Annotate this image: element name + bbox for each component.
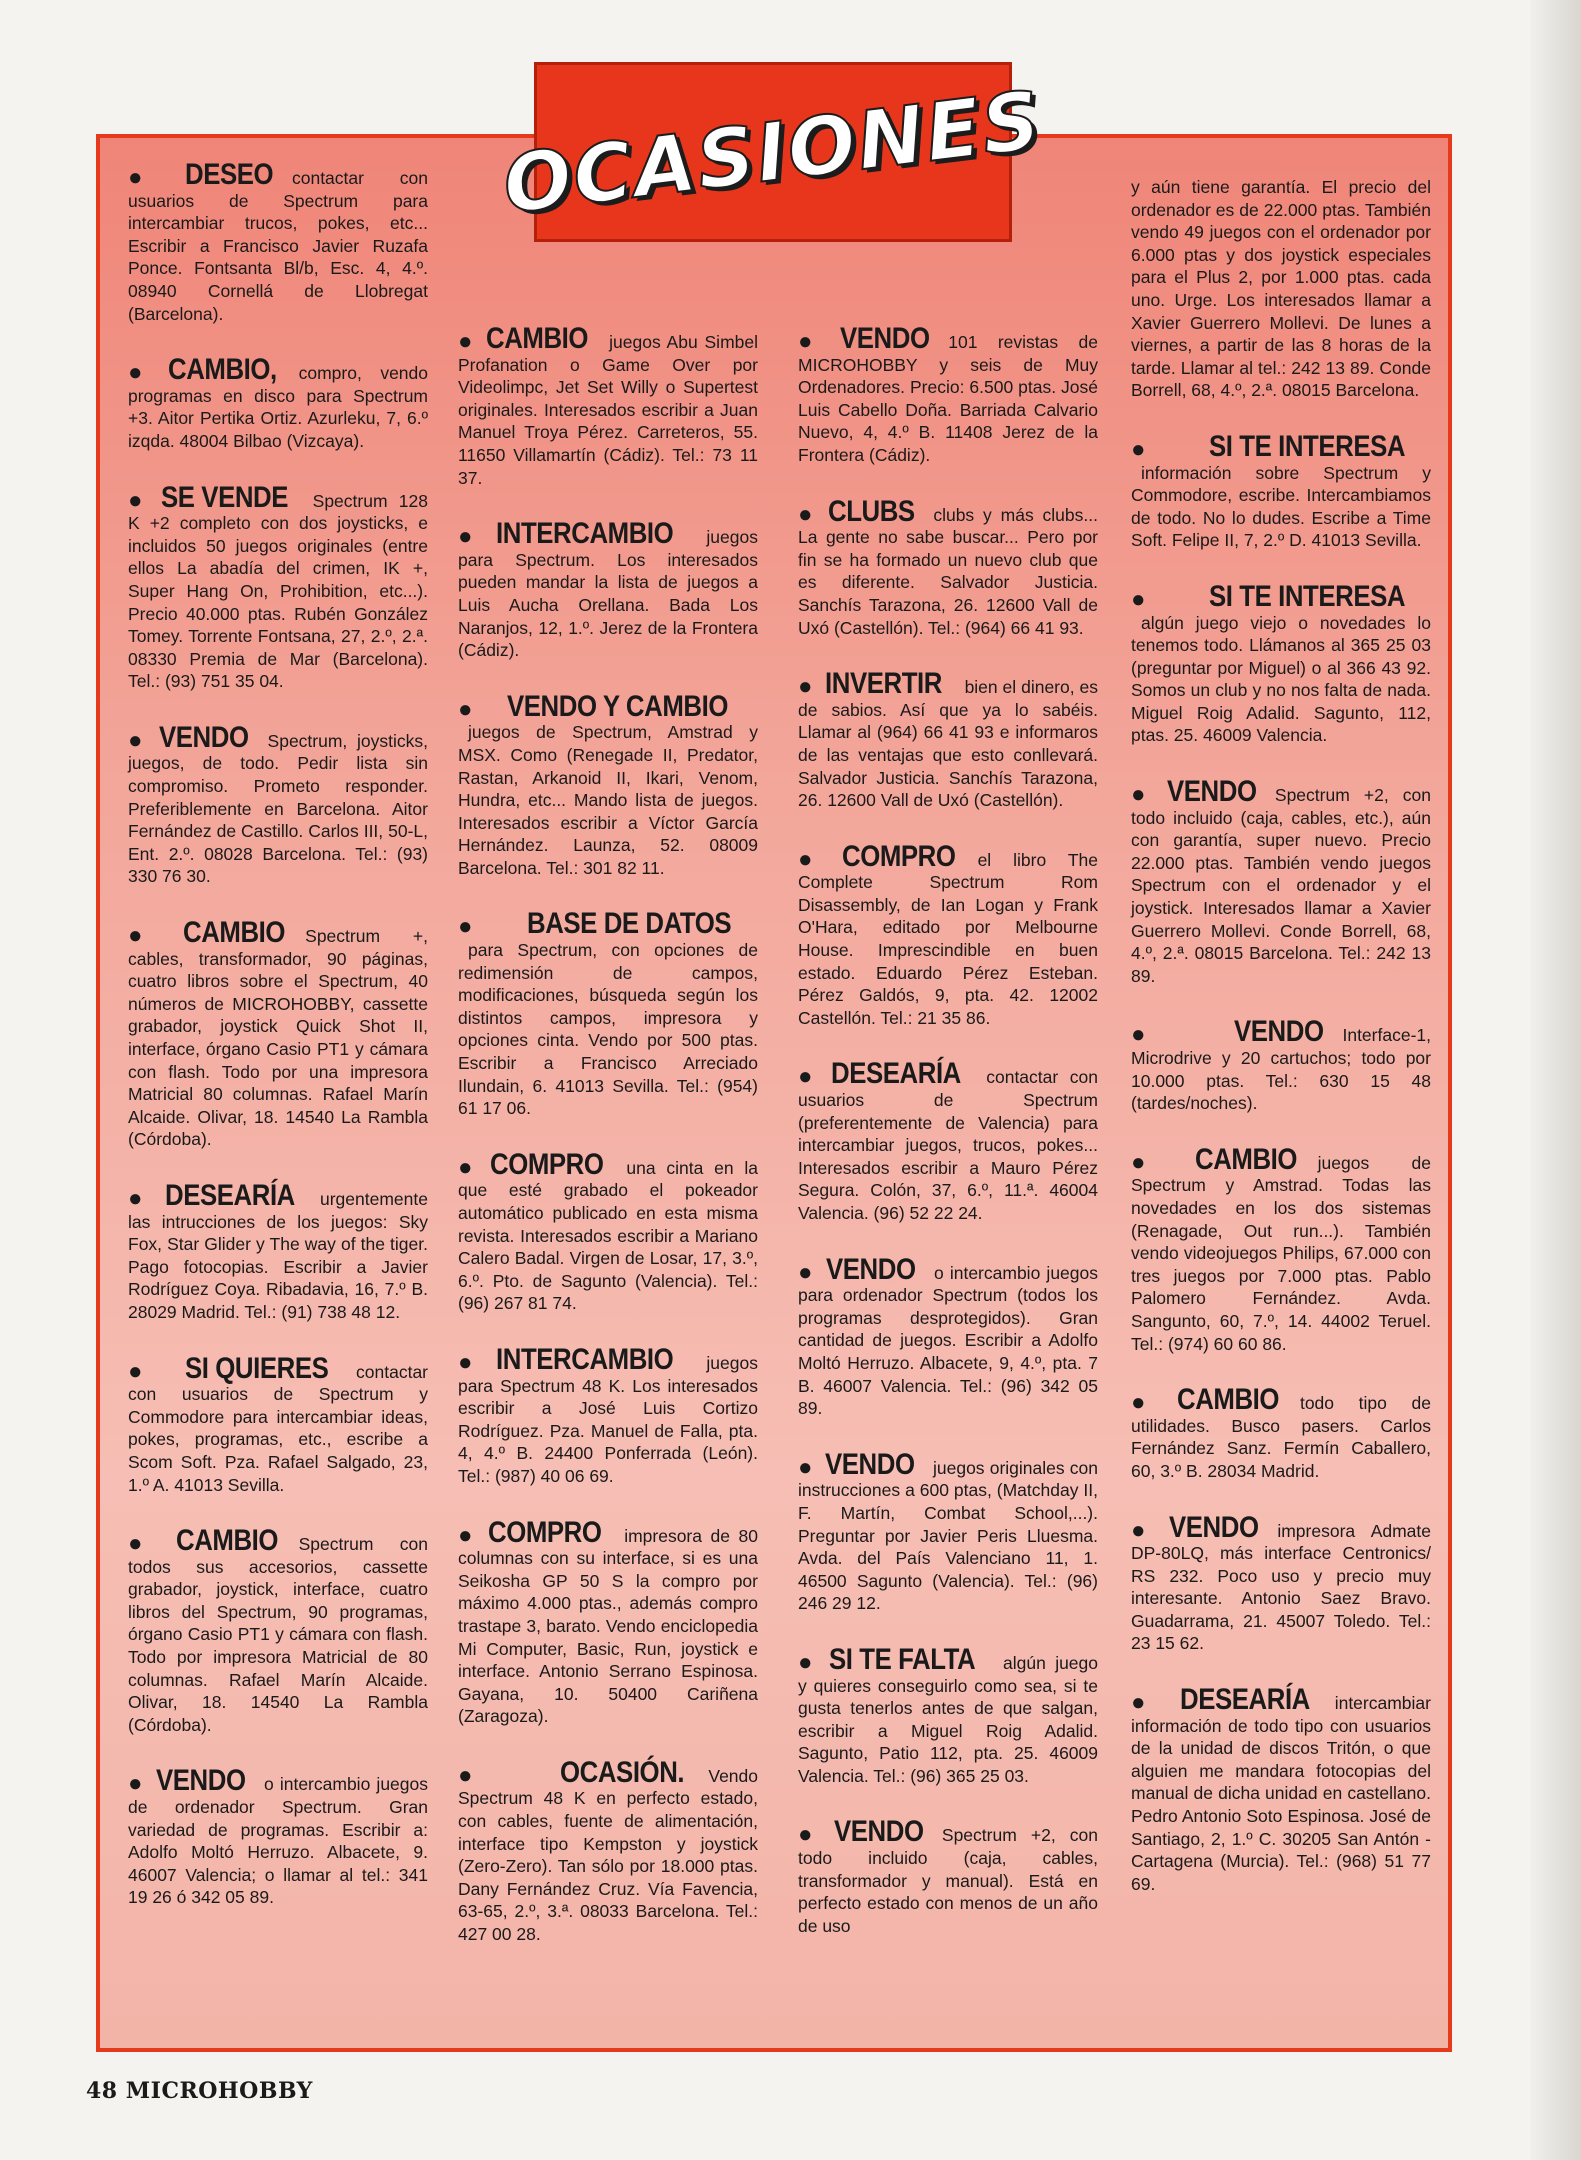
ad-keyword: DESEARÍA [1179, 1683, 1310, 1717]
ad-text: juegos Abu Simbel Profanation o Game Over por Videolimpc, Jet Set Willy o Supertest originales. Interesados escribir a Juan Manuel Troya Pérez. Carreteros, 55. 11650 Villamartín (Cádiz). Tel.: 73 11 37. [458, 332, 758, 488]
classified-ad [1131, 429, 1431, 552]
section-title: OCASIONES [498, 72, 1048, 232]
bullet-icon: ● [798, 500, 817, 528]
classified-ad [798, 1642, 1099, 1788]
ad-keyword: COMPRO [490, 1147, 604, 1181]
ad-keyword: INVERTIR [824, 667, 942, 701]
ad-keyword: SE VENDE [160, 480, 288, 514]
bullet-icon: ● [128, 922, 171, 950]
page-edge-shadow [1530, 0, 1581, 2160]
classified-ad [128, 1351, 428, 1497]
classified-ad [458, 322, 758, 489]
classified-ad [1131, 775, 1431, 987]
classified-ad [798, 494, 1098, 640]
ad-text: algún juego y quieres conseguirlo como sea, si te gusta tenerlos antes de que salgan, escribir a Miguel Roig Adalid. Sagunto, Patio 112, pta. 25. 46009 Valencia. Tel.: (96) 365 25 03. [798, 1652, 1099, 1786]
bullet-icon: ● [798, 1453, 813, 1481]
classified-ad [458, 1755, 758, 1946]
ad-text: Spectrum +2, con todo incluido (caja, cables, transformador y manual). Está en perfecto estado con menos de un año de uso [798, 1825, 1098, 1936]
ad-text: juegos de Spectrum, Amstrad y MSX. Como (Renegade II, Predator, Rastan, Arkanoid II, Ikari, Venom, Hundra, etc... Mando lista de juegos. Interesados escribir a Víctor García Hernández. Launza, 52. 08009 Barcelona. Tel.: 301 82 11. [458, 722, 758, 878]
ad-text: Spectrum +2, con todo incluido (caja, cables, etc.), aún con garantía, super nuevo. Precio 22.000 ptas. También vendo juegos Spectrum con el ordenador y el joystick. Interesados llamar a Xavier Guerrero Mollevi. Conde Borrell, 68, 4.º, 2.ª. 08015 Barcelona. Tel.: 242 13 89. [1131, 785, 1431, 986]
ad-keyword: VENDO [1166, 775, 1257, 809]
ad-text: impresora Admate DP-80LQ, más interface Centronics/ RS 232. Poco uso y precio muy interesante. Antonio Saez Bravo. Guadarrama, 21. 45007 Toledo. Tel.: 23 15 62. [1131, 1520, 1432, 1654]
classified-ad [458, 517, 758, 662]
ad-keyword: VENDO [824, 1447, 915, 1481]
classified-ad [128, 1764, 429, 1909]
bullet-icon: ● [458, 1153, 479, 1181]
classified-ad [798, 839, 1098, 1030]
bullet-icon: ● [798, 845, 830, 873]
ad-text: juegos para Spectrum. Los interesados pueden mandar la lista de juegos a Luis Aucha Orellana. Bada Los Naranjos, 12, 1.º. Jerez de la Frontera (Cádiz). [458, 527, 758, 661]
column-4 [1131, 176, 1431, 1929]
classified-ad [458, 907, 758, 1119]
ad-keyword: COMPRO [841, 839, 956, 873]
bullet-icon: ● [128, 726, 148, 754]
ad-keyword: VENDO [840, 322, 930, 355]
bullet-icon: ● [1131, 435, 1197, 463]
bullet-icon: ● [1131, 1021, 1223, 1049]
ad-text: contactar con usuarios de Spectrum y Commodore para intercambiar ideas, pokes, programas, etc., escribe a Scom Soft. Pza. Rafael Salgado, 23, 1.º A. 41013 Sevilla. [128, 1361, 428, 1495]
bullet-icon: ● [798, 1648, 817, 1676]
ad-text: algún juego viejo o novedades lo tenemos todo. Llámanos al 365 25 03 (preguntar por Miguel) o al 366 43 92. Somos un club y no nos falta de nada. Miguel Roig Adalid. Sagunto, 112, ptas. 25. 46009 Valencia. [1131, 612, 1431, 746]
ad-keyword: CAMBIO [1194, 1142, 1298, 1176]
ad-text: juegos para Spectrum 48 K. Los interesados escribir a José Luis Cortizo Rodríguez. Pza. Manuel de Falla, pta. 4, 4.º B. 24400 Ponferrada (León). Tel.: (987) 40 06 69. [458, 1352, 758, 1486]
ad-keyword: VENDO [155, 1764, 246, 1798]
classified-ad [1131, 176, 1431, 402]
classified-ad [458, 1147, 758, 1315]
classified-ad [1131, 579, 1431, 747]
bullet-icon: ● [458, 913, 515, 941]
ad-text: una cinta en la que esté grabado el pokeador automático publicado en esta misma revista. Interesados escribir a Mariano Calero Badal. Virgen de Losar, 17, 3.º, 6.º. Pto. de Sagunto (Valencia). Tel.: (96) 267 81 74. [458, 1157, 758, 1314]
ad-text: Vendo Spectrum 48 K en perfecto estado, con cables, fuente de alimentación, interface tipo Kempston y joystick (Zero-Zero). Tan sólo por 18.000 ptas. Dany Fernández Cruz. Vía Favencia, 63-65, 2.º, 3.ª. 08033 Barcelona. Tel.: 427 00 28. [458, 1765, 758, 1945]
classified-ad [1131, 1383, 1432, 1482]
classified-ad [458, 689, 758, 880]
bullet-icon: ● [798, 1258, 814, 1286]
bullet-icon: ● [458, 1348, 485, 1376]
bullet-icon: ● [1131, 585, 1197, 613]
ad-text: todo tipo de utilidades. Busco pasers. Carlos Fernández Sanz. Fermín Caballero, 60, 3.º B. 28034 Madrid. [1131, 1393, 1432, 1481]
classified-ad [128, 1178, 428, 1324]
classified-ad [1131, 1510, 1432, 1656]
classified-ad [128, 1524, 428, 1736]
bullet-icon: ● [798, 673, 813, 701]
ad-keyword: CAMBIO, [168, 353, 277, 387]
ad-keyword: DESEARÍA [164, 1178, 295, 1212]
ad-keyword: CAMBIO [486, 322, 589, 355]
ad-text: Spectrum, joysticks, juegos, de todo. Pedir lista sin compromiso. Prometo responder. Preferiblemente en Barcelona. Aitor Fernández de Castillo. Carlos III, 50-L, Ent. 2.º. 08028 Barcelona. Tel.: (93) 330 76 30. [128, 730, 428, 887]
ad-keyword: VENDO [1234, 1015, 1324, 1049]
classified-ad [458, 1342, 758, 1488]
ad-text: y aún tiene garantía. El precio del ordenador es de 22.000 ptas. También vendo 49 juegos con el ordenador por 6.000 ptas y dos joystick especiales para el Plus 2, por 1.000 ptas. cada uno. Urge. Los interesados llamar a Xavier Guerrero Mollevi. De lunes a viernes, a partir de las 8 horas de la tarde. Llamar al tel.: 242 13 89. Conde Borrell, 68, 4.º, 2.ª. 08015 Barcelona. [1131, 177, 1431, 401]
ad-text: compro, vendo programas en disco para Spectrum +3. Aitor Pertika Ortiz. Azurleku, 7, 6.º izqda. 48004 Bilbao (Vizcaya). [128, 363, 429, 451]
ad-text: contactar con usuarios de Spectrum para intercambiar trucos, pokes, etc... Escribir a Francisco Javier Ruzafa Ponce. Fontsanta Bl/b, Esc. 4, 4.º. 08940 Cornellá de Llobregat (Barcelona). [128, 168, 428, 324]
classifieds-panel [96, 134, 1452, 2052]
section-title-banner [498, 62, 1048, 242]
bullet-icon: ● [458, 1761, 548, 1789]
bullet-icon: ● [128, 1530, 164, 1558]
classified-ad [128, 353, 429, 452]
ad-keyword: VENDO [833, 1815, 924, 1849]
classified-ad [798, 667, 1098, 812]
column-1 [128, 158, 429, 1943]
ad-text: juegos de Spectrum y Amstrad. Todas las novedades en los dos sistemas (Renagade, Out run...). También vendo videojuegos Philips, 67.000 con tres juegos por 7.000 ptas. Pablo Palomero Fernández. Avda. Sangunto, 60, 7.º, 14. 44002 Teruel. Tel.: (974) 60 60 86. [1131, 1152, 1431, 1354]
classified-ad [798, 1815, 1098, 1937]
ad-keyword: DESEO [185, 158, 274, 191]
ad-keyword: CAMBIO [1177, 1383, 1280, 1417]
ad-keyword: VENDO [1169, 1510, 1259, 1544]
ad-keyword: CAMBIO [182, 916, 285, 950]
ad-keyword: SI TE FALTA [828, 1642, 976, 1676]
page-footer [86, 2078, 313, 2104]
ad-text: Spectrum +, cables, transformador, 90 páginas, cuatro libros sobre el Spectrum, 40 números de MICROHOBBY, cassette grabador, joystick Quick Shot II, interface, órgano Casio PT1 y cámara con flash. Todo por una impresora Matricial 80 columnas. Rafael Marín Alcaide. Olivar, 18. 14540 La Rambla (Córdoba). [128, 926, 428, 1150]
ad-keyword: VENDO [825, 1252, 916, 1286]
ad-keyword: INTERCAMBIO [496, 517, 674, 551]
column-3 [798, 322, 1099, 1971]
bullet-icon: ● [798, 328, 829, 355]
ad-text: o intercambio juegos de ordenador Spectrum. Gran variedad de programas. Escribir a: Adolfo Moltó Herruzo. Albacete, 9. 46007 Valencia; o llamar al tel.: 341 19 26 ó 342 05 89. [128, 1774, 429, 1908]
bullet-icon: ● [128, 164, 174, 191]
ad-keyword: BASE DE DATOS [526, 907, 731, 941]
classified-ad [1131, 1683, 1431, 1895]
ad-text: juegos originales con instrucciones a 600 ptas, (Matchday II, F. Martín, Combat School,...). Preguntar por Javier Peris Lluesma. Avda. del País Valenciano 11, 1. 46500 Sagunto (Valencia). Tel.: (96) 246 29 12. [798, 1457, 1098, 1614]
ad-keyword: CLUBS [828, 494, 916, 528]
ad-text: Spectrum 128 K +2 completo con dos joysticks, e incluidos 50 juegos originales (entre ellos La abadía del crimen, IK +, Super Hang On, Prohibition, etc...). Precio 40.000 ptas. Rubén González Tomey. Torrente Fontsana, 27, 2.º, 2.ª. 08330 Premia de Mar (Barcelona). Tel.: (93) 751 35 04. [128, 490, 429, 692]
ad-text: impresora de 80 columnas con su interface, si es una Seikosha GP 50 S la compro por máximo 4.000 ptas., además compro trastape 3, barato. Vendo enciclopedia Mi Computer, Basic, Run, joystick e interface. Antonio Serrano Espinosa. Gayana, 10. 50400 Cariñena (Zaragoza). [458, 1525, 758, 1727]
classified-ad [798, 1252, 1099, 1420]
ad-text: 101 revistas de MICROHOBBY y seis de Muy Ordenadores. Precio: 6.500 ptas. José Luis Cabello Doña. Barriada Calvario Nuevo, 4, 4.º B. 11408 Jerez de la Frontera (Cádiz). [798, 332, 1098, 465]
ad-text: Interface-1, Microdrive y 20 cartuchos; todo por 10.000 ptas. Tel.: 630 15 48 (tardes/noches). [1131, 1025, 1431, 1114]
column-2 [458, 322, 758, 1980]
bullet-icon: ● [128, 1184, 153, 1212]
classified-ad [1131, 1142, 1431, 1355]
ad-keyword: VENDO [159, 720, 249, 754]
ad-keyword: INTERCAMBIO [496, 1342, 674, 1376]
ad-keyword: CAMBIO [175, 1524, 278, 1558]
bullet-icon: ● [1131, 1516, 1158, 1544]
ad-text: urgentemente las intrucciones de los juegos: Sky Fox, Star Glider y The way of the tiger. Pago fotocopias. Escribir a Javier Rodríguez Coya. Ribadavia, 16, 7.º B. 28029 Madrid. Tel.: (91) 738 48 12. [128, 1188, 428, 1322]
bullet-icon: ● [128, 1357, 174, 1385]
bullet-icon: ● [1131, 1148, 1183, 1176]
classified-ad [128, 720, 428, 888]
bullet-icon: ● [458, 523, 485, 551]
ad-keyword: COMPRO [488, 1515, 602, 1549]
ad-text: Spectrum con todos sus accesorios, cassette grabador, joystick, interface, cuatro libros del Spectrum, 90 programas, órgano Casio PT1 y cámara con flash. Todo por impresora Matricial de 80 columnas. Rafael Marín Alcaide. Olivar, 18. 14540 La Rambla (Córdoba). [128, 1534, 428, 1735]
ad-text: contactar con usuarios de Spectrum (preferentemente de Valencia) para intercambiar juegos, trucos, pokes... Interesados escribir a Mauro Pérez Segura. Colón, 37, 6.º, 11.ª. 46004 Valencia. (96) 52 22 24. [798, 1067, 1098, 1223]
bullet-icon: ● [1131, 1389, 1166, 1417]
ad-text: clubs y más clubs... La gente no sabe buscar... Pero por fin se ha formado un nuevo club que es diferente. Salvador Justicia. Sanchís Tarazona, 26. 12600 Vall de Uxó (Castellón). Tel.: (964) 66 41 93. [798, 504, 1098, 638]
bullet-icon: ● [128, 486, 149, 514]
bullet-icon: ● [1131, 781, 1155, 809]
classified-ad [798, 322, 1098, 467]
bullet-icon: ● [128, 1770, 144, 1798]
ad-text: información sobre Spectrum y Commodore, escribe. Intercambiamos de todo. No lo dudes. Escribe a Time Soft. Felipe II, 7, 2.º D. 41013 Sevilla. [1131, 462, 1431, 551]
ad-text: para Spectrum, con opciones de redimensión de campos, modificaciones, búsqueda según los distintos campos, impresora y opciones cinta. Vendo por 500 ptas. Escribir a Francisco Arreciado Ilundain, 6. 41013 Sevilla. Tel.: (954) 61 17 06. [458, 940, 758, 1119]
bullet-icon: ● [458, 695, 496, 723]
bullet-icon: ● [798, 1063, 820, 1091]
bullet-icon: ● [458, 328, 475, 355]
ad-text: o intercambio juegos para ordenador Spectrum (todos los programas desprotegidos). Gran cantidad de juegos. Escribir a Adolfo Moltó Herruzo. Albacete, 9, 4.º, pta. 7 B. 46007 Valencia. Tel.: (96) 342 05 89. [798, 1262, 1099, 1419]
classified-ad [128, 158, 428, 325]
bullet-icon: ● [798, 1821, 822, 1849]
bullet-icon: ● [458, 1521, 477, 1549]
bullet-icon: ● [128, 359, 157, 387]
ad-text: intercambiar información de todo tipo con usuarios de la unidad de discos Tritón, o que alguien me mandara fotocopias del manual de dicha unidad en castellano. Pedro Antonio Soto Espinosa. José de Santiago, 2, 1.º C. 30205 San Antón - Cartagena (Murcia). Tel.: (968) 51 77 69. [1131, 1693, 1431, 1894]
ad-keyword: SI QUIERES [185, 1351, 329, 1385]
classified-ad [798, 1447, 1098, 1615]
classified-ad [128, 480, 429, 693]
ad-text: bien el dinero, es de sabios. Así que ya lo sabéis. Llamar al (964) 66 41 93 e informaros de las ventajas que esto conllevará. Salvador Justicia. Sanchís Tarazona, 26. 12600 Vall de Uxó (Castellón). [798, 677, 1098, 811]
classified-ad [1131, 1015, 1431, 1114]
page-number: 48 [86, 2078, 118, 2104]
classified-ad [458, 1515, 758, 1728]
ad-keyword: DESEARÍA [831, 1057, 962, 1091]
ad-keyword: SI TE INTERESA [1208, 579, 1406, 613]
ad-keyword: OCASIÓN. [560, 1755, 685, 1789]
bullet-icon: ● [1131, 1689, 1168, 1717]
classified-ad [128, 916, 428, 1151]
classified-ad [798, 1057, 1098, 1224]
magazine-name: MICROHOBBY [125, 2078, 313, 2104]
ad-keyword: VENDO Y CAMBIO [507, 689, 729, 723]
ad-keyword: SI TE INTERESA [1208, 429, 1406, 463]
ad-text: el libro The Complete Spectrum Rom Disassembly, de Ian Logan y Frank O'Hara, editado por Melbourne House. Imprescindible en buen estado. Eduardo Pérez Esteban. Pérez Galdós, 9, pta. 42. 12002 Castellón. Tel.: 21 35 86. [798, 849, 1098, 1028]
